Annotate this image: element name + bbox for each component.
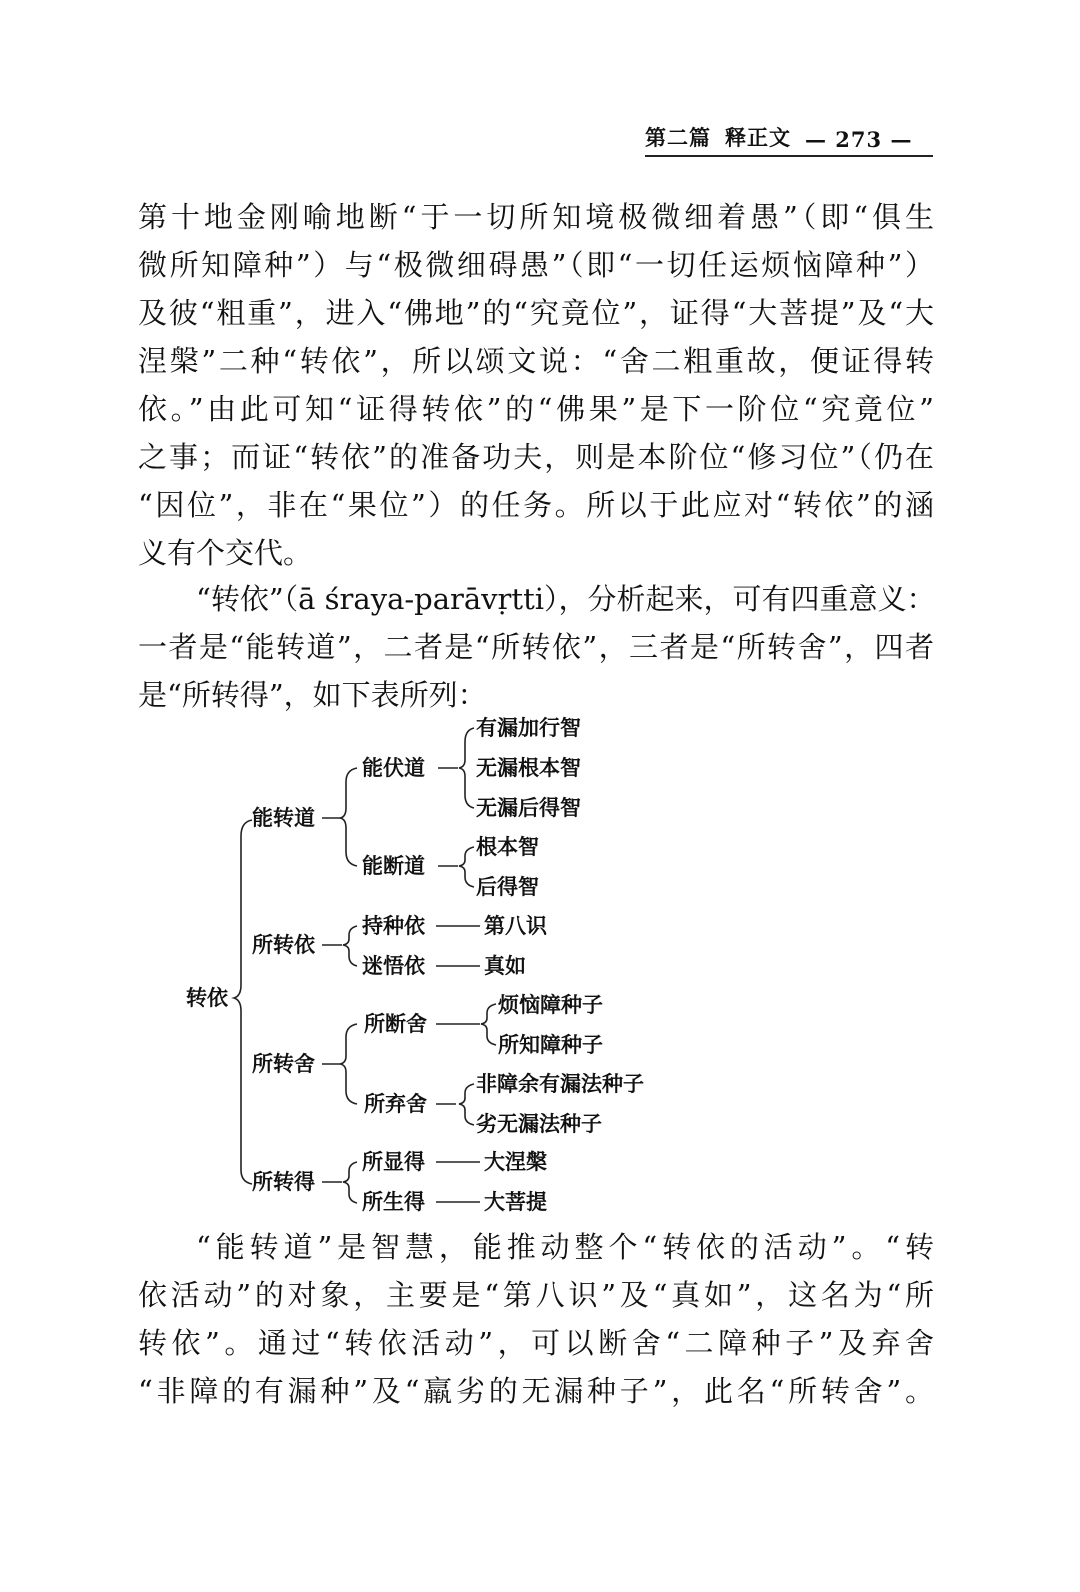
text-line: 依活动”的对象，主要是“第八识”及“真如”，这名为“所 — [138, 1278, 934, 1312]
text-line: 依。”由此可知“证得转依”的“佛果”是下一阶位“究竟位” — [138, 392, 934, 426]
tree-leaf: 烦恼障种子 — [498, 992, 603, 1017]
tree-node: 所断舍 — [364, 1011, 427, 1036]
tree-leaf: 后得智 — [476, 874, 539, 899]
tree-leaf: 真如 — [484, 953, 526, 978]
tree-leaf: 第八识 — [484, 913, 547, 938]
tree-leaf: 无漏后得智 — [476, 795, 581, 820]
tree-leaf: 大菩提 — [484, 1189, 547, 1214]
text-line: 及彼“粗重”，进入“佛地”的“究竟位”，证得“大菩提”及“大 — [138, 296, 934, 330]
brace-nengduandao — [459, 847, 474, 887]
text-line: 义有个交代。 — [138, 536, 313, 570]
tree-leaf: 无漏根本智 — [476, 755, 581, 780]
brace-suozhuanyi — [343, 926, 357, 966]
tree-leaf: 有漏加行智 — [476, 715, 581, 740]
tree-node: 所生得 — [362, 1189, 425, 1214]
running-header — [645, 127, 933, 157]
header-part: 第二篇 — [645, 125, 711, 150]
text-line: 之事；而证“转依”的准备功夫，则是本阶位“修习位”（仍在 — [138, 440, 934, 474]
paragraph-2 — [138, 575, 934, 719]
text-line: 转依”。通过“转依活动”，可以断舍“二障种子”及弃舍 — [138, 1326, 934, 1360]
text-line: 一者是“能转道”，二者是“所转依”，三者是“所转舍”，四者 — [138, 630, 934, 664]
brace-suozhuanshe — [340, 1024, 357, 1104]
paragraph-1 — [138, 193, 934, 577]
tree-root: 转依 — [186, 985, 228, 1010]
tree-node: 所显得 — [362, 1149, 425, 1174]
brace-suozhuande — [343, 1162, 357, 1203]
brace-nengzhuandao — [340, 768, 357, 866]
tree-branch: 所转依 — [252, 932, 315, 957]
text-line: 涅槃”二种“转依”，所以颂文说：“舍二粗重故，便证得转 — [138, 344, 934, 378]
text-line: 第十地金刚喻地断“于一切所知境极微细着愚”（即“俱生 — [138, 200, 934, 234]
tree-leaf: 大涅槃 — [484, 1149, 547, 1174]
tree-node: 迷悟依 — [362, 953, 425, 978]
brace-suoqishe — [459, 1084, 474, 1125]
tree-branch: 所转得 — [252, 1169, 315, 1194]
header-page-number: — 273 — — [805, 127, 913, 152]
tree-leaf: 所知障种子 — [498, 1032, 603, 1057]
text-line: “转依”（ā śraya-parāvṛtti），分析起来，可有四重意义： — [196, 582, 936, 616]
paragraph-3 — [138, 1223, 934, 1415]
text-line: 是“所转得”，如下表所列： — [138, 678, 487, 712]
tree-node: 能断道 — [362, 853, 425, 878]
tree-branch: 所转舍 — [252, 1051, 315, 1076]
brace-suoduanshe — [481, 1004, 496, 1045]
tree-node: 所弃舍 — [364, 1091, 427, 1116]
tree-node: 能伏道 — [362, 755, 425, 780]
tree-node: 持种依 — [362, 913, 425, 938]
text-line: 微所知障种”）与“极微细碍愚”（即“一切任运烦恼障种”） — [138, 248, 934, 282]
tree-leaf: 根本智 — [476, 834, 539, 859]
brace-nengfudao — [459, 728, 474, 808]
text-line: “非障的有漏种”及“羸劣的无漏种子”，此名“所转舍”。 — [138, 1374, 934, 1408]
text-line: “因位”，非在“果位”）的任务。所以于此应对“转依”的涵 — [138, 488, 934, 522]
tree-branch: 能转道 — [252, 805, 315, 830]
tree-leaf: 非障余有漏法种子 — [476, 1071, 644, 1096]
header-chapter: 释正文 — [725, 125, 791, 150]
text-line: “能转道”是智慧，能推动整个“转依的活动”。“转 — [196, 1230, 934, 1264]
tree-leaf: 劣无漏法种子 — [476, 1111, 602, 1136]
root-brace — [234, 820, 252, 1184]
